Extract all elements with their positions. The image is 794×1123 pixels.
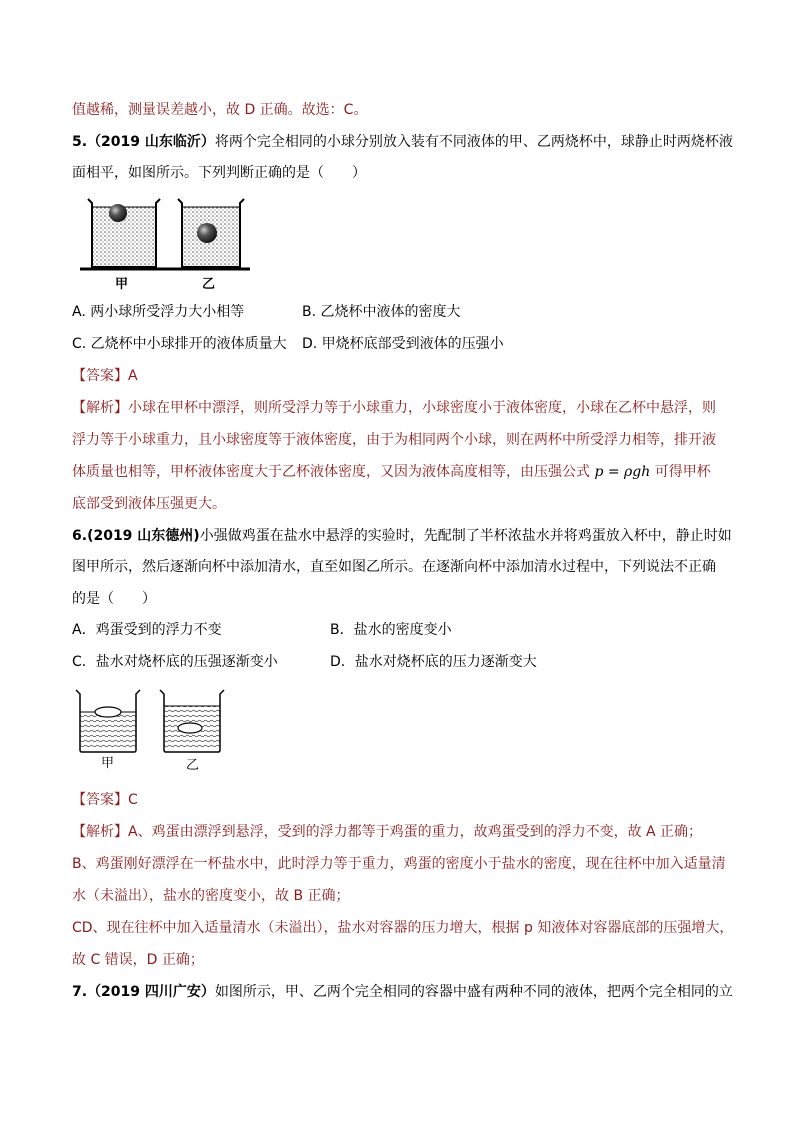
q6-option-b: B．盐水的密度变小 xyxy=(330,622,452,638)
q5-analysis-line-2: 浮力等于小球重力，且小球密度等于液体密度，由于为相同两个小球，则在两杯中所受浮力相等，排开液 xyxy=(72,432,716,448)
q5-option-b: B. 乙烧杯中液体的密度大 xyxy=(302,304,461,320)
q7-source: （2019 四川广安） xyxy=(87,984,215,1000)
q6-analysis-line-1 xyxy=(72,822,702,842)
q6-stem-line-1 xyxy=(72,526,732,546)
q5-ball-jia xyxy=(109,204,127,222)
q4-tail-text: 值越稀，测量误差越小，故 D 正确。故选：C。 xyxy=(72,102,368,118)
q6-answer: 【答案】C xyxy=(72,792,138,808)
q5-stem-line-2: 面相平，如图所示。下列判断正确的是（ ） xyxy=(72,165,366,181)
q6-fig-label-yi: 乙 xyxy=(186,758,200,773)
q7-number: 7. xyxy=(72,984,88,1000)
q6-analysis-text-1: A、鸡蛋由漂浮到悬浮，受到的浮力都等于鸡蛋的重力，故鸡蛋受到的浮力不变，故 A 正确； xyxy=(128,824,703,840)
q5-source: （2019 山东临沂） xyxy=(87,134,215,150)
q6-analysis-line-4: CD、现在往杯中加入适量清水（未溢出），盐水对容器的压力增大，根据 p 知液体对容器底部的压强增大， xyxy=(72,920,734,936)
q6-option-a: A．鸡蛋受到的浮力不变 xyxy=(72,622,222,638)
q5-figure xyxy=(80,195,250,275)
q5-fig-label-jia: 甲 xyxy=(115,277,129,292)
q5-analysis-line-1 xyxy=(72,398,716,418)
q5-stem-line-1 xyxy=(72,132,733,152)
q6-option-c: C．盐水对烧杯底的压强逐渐变小 xyxy=(72,654,278,670)
q6-beaker-jia xyxy=(76,690,140,752)
q5-analysis-tag: 【解析】 xyxy=(72,400,128,416)
q7-stem-line-1 xyxy=(72,982,733,1002)
q6-analysis-tag: 【解析】 xyxy=(72,824,128,840)
q7-stem-text-1: 如图所示，甲、乙两个完全相同的容器中盛有两种不同的液体，把两个完全相同的立 xyxy=(214,984,733,1000)
q5-answer: 【答案】A xyxy=(72,368,138,384)
q6-analysis-line-5: 故 C 错误，D 正确； xyxy=(72,952,204,968)
q5-ball-yi xyxy=(197,223,217,243)
q6-beaker-yi xyxy=(160,690,224,752)
q6-stem-line-2: 图甲所示，然后逐渐向杯中添加清水，直至如图乙所示。在逐渐向杯中添加清水过程中，下列说法不正确 xyxy=(72,559,716,575)
q6-analysis-line-3: 水（未溢出），盐水的密度变小，故 B 正确； xyxy=(72,888,350,904)
q5-beaker-yi xyxy=(178,199,244,267)
q6-egg-jia xyxy=(95,707,121,717)
q5-fig-label-yi: 乙 xyxy=(202,277,216,292)
q6-analysis-line-2: B、鸡蛋刚好漂浮在一杯盐水中，此时浮力等于重力，鸡蛋的密度小于盐水的密度，现在往杯中加入适量清 xyxy=(72,856,726,872)
q5-analysis-line-4: 底部受到液体压强更大。 xyxy=(72,496,226,512)
q5-option-d: D. 甲烧杯底部受到液体的压强小 xyxy=(302,336,504,352)
q6-egg-yi xyxy=(178,723,202,733)
q5-analysis-text-1: 小球在甲杯中漂浮，则所受浮力等于小球重力，小球密度小于液体密度，小球在乙杯中悬浮，则 xyxy=(128,400,716,416)
q6-stem-line-3: 的是（ ） xyxy=(72,591,156,607)
q5-option-c: C. 乙烧杯中小球排开的液体质量大 xyxy=(72,336,287,352)
q5-option-a: A. 两小球所受浮力大小相等 xyxy=(72,304,245,320)
q5-analysis-text-3: 体质量也相等，甲杯液体密度大于乙杯液体密度，又因为液体高度相等，由压强公式 xyxy=(72,464,590,480)
q5-beaker-jia xyxy=(88,199,160,267)
q6-fig-label-jia: 甲 xyxy=(101,756,115,771)
q6-source: (2019 山东德州) xyxy=(87,528,200,544)
q5-analysis-line-3 xyxy=(72,462,711,482)
q5-number: 5. xyxy=(72,134,88,150)
q6-stem-text-1: 小强做鸡蛋在盐水中悬浮的实验时，先配制了半杯浓盐水并将鸡蛋放入杯中，静止时如 xyxy=(199,528,732,544)
q6-number: 6. xyxy=(72,528,88,544)
q5-stem-text-1: 将两个完全相同的小球分别放入装有不同液体的甲、乙两烧杯中，球静止时两烧杯液 xyxy=(214,134,733,150)
q5-formula: p = ρgh xyxy=(594,464,651,480)
q6-figure xyxy=(72,688,242,754)
q6-option-d: D．盐水对烧杯底的压力逐渐变大 xyxy=(330,654,537,670)
q5-analysis-text-3b: 可得甲杯 xyxy=(654,464,711,480)
